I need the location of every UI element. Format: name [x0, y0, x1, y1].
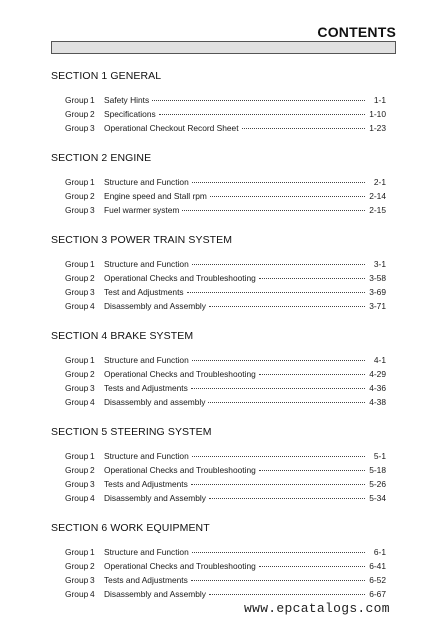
group-label: Group — [65, 383, 89, 393]
group-number: 2 — [90, 191, 95, 201]
group-number: 1 — [90, 547, 95, 557]
group-number: 3 — [90, 575, 95, 585]
group-number: 2 — [90, 369, 95, 379]
dot-leader — [192, 552, 365, 553]
group-label: Group — [65, 451, 89, 461]
toc-section — [51, 233, 386, 313]
toc-entry[interactable] — [65, 189, 386, 203]
group-label: Group — [65, 123, 89, 133]
group-number: 2 — [90, 465, 95, 475]
page-number: 3-69 — [369, 287, 386, 297]
toc-entry[interactable] — [65, 107, 386, 121]
group-number: 3 — [90, 205, 95, 215]
toc-section — [51, 69, 386, 135]
entry-title: Operational Checks and Troubleshooting — [104, 369, 256, 379]
dot-leader — [191, 484, 365, 485]
group-number: 4 — [90, 589, 95, 599]
group-label: Group — [65, 575, 89, 585]
group-number: 3 — [90, 287, 95, 297]
dot-leader — [259, 470, 365, 471]
page-number: 5-34 — [369, 493, 386, 503]
group-label: Group — [65, 191, 89, 201]
dot-leader — [182, 210, 365, 211]
page-number: 6-67 — [369, 589, 386, 599]
page-number: 1-1 — [373, 95, 386, 105]
toc-section — [51, 329, 386, 409]
toc-entry[interactable] — [65, 203, 386, 217]
dot-leader — [159, 114, 365, 115]
group-number: 2 — [90, 273, 95, 283]
group-label: Group — [65, 355, 89, 365]
group-number: 3 — [90, 479, 95, 489]
entry-title: Structure and Function — [104, 177, 189, 187]
group-label: Group — [65, 561, 89, 571]
page-number: 3-58 — [369, 273, 386, 283]
toc-entry[interactable] — [65, 353, 386, 367]
group-number: 4 — [90, 493, 95, 503]
entry-title: Disassembly and Assembly — [104, 589, 206, 599]
page-number: 1-23 — [369, 123, 386, 133]
group-label: Group — [65, 95, 89, 105]
page-number: 2-14 — [369, 191, 386, 201]
toc-entry[interactable] — [65, 175, 386, 189]
entry-title: Operational Checks and Troubleshooting — [104, 561, 256, 571]
dot-leader — [187, 292, 365, 293]
dot-leader — [192, 456, 365, 457]
dot-leader — [210, 196, 365, 197]
toc-entry[interactable] — [65, 559, 386, 573]
dot-leader — [209, 306, 365, 307]
dot-leader — [259, 566, 365, 567]
entry-title: Structure and Function — [104, 547, 189, 557]
group-number: 1 — [90, 259, 95, 269]
entry-title: Tests and Adjustments — [104, 575, 188, 585]
page-number: 4-38 — [369, 397, 386, 407]
toc-section — [51, 521, 386, 601]
group-number: 1 — [90, 177, 95, 187]
entry-title: Fuel warmer system — [104, 205, 180, 215]
page-number: 1-10 — [369, 109, 386, 119]
group-number: 2 — [90, 109, 95, 119]
section-title: SECTION 5 STEERING SYSTEM — [51, 426, 212, 438]
group-label: Group — [65, 493, 89, 503]
entry-title: Disassembly and assembly — [104, 397, 206, 407]
page-number: 6-41 — [369, 561, 386, 571]
toc-entry[interactable] — [65, 257, 386, 271]
group-number: 2 — [90, 561, 95, 571]
page-number: 5-26 — [369, 479, 386, 489]
dot-leader — [191, 388, 365, 389]
section-title: SECTION 1 GENERAL — [51, 70, 162, 82]
toc-entry[interactable] — [65, 121, 386, 135]
toc-section — [51, 425, 386, 505]
group-label: Group — [65, 287, 89, 297]
group-number: 3 — [90, 123, 95, 133]
group-label: Group — [65, 301, 89, 311]
dot-leader — [192, 182, 365, 183]
group-label: Group — [65, 273, 89, 283]
page-number: 5-18 — [369, 465, 386, 475]
section-title: SECTION 6 WORK EQUIPMENT — [51, 522, 210, 534]
entry-title: Structure and Function — [104, 451, 189, 461]
page-number: 4-29 — [369, 369, 386, 379]
section-title: SECTION 4 BRAKE SYSTEM — [51, 330, 194, 342]
group-label: Group — [65, 397, 89, 407]
page-number: 4-36 — [369, 383, 386, 393]
entry-title: Operational Checks and Troubleshooting — [104, 273, 256, 283]
toc-entry[interactable] — [65, 477, 386, 491]
group-label: Group — [65, 465, 89, 475]
page-title: CONTENTS — [317, 24, 396, 40]
dot-leader — [209, 498, 365, 499]
page-number: 2-15 — [369, 205, 386, 215]
toc-entry[interactable] — [65, 367, 386, 381]
entry-title: Test and Adjustments — [104, 287, 184, 297]
section-title: SECTION 3 POWER TRAIN SYSTEM — [51, 234, 233, 246]
dot-leader — [192, 264, 365, 265]
entry-title: Disassembly and Assembly — [104, 493, 206, 503]
dot-leader — [208, 402, 365, 403]
group-label: Group — [65, 369, 89, 379]
group-number: 4 — [90, 301, 95, 311]
dot-leader — [192, 360, 365, 361]
group-number: 1 — [90, 95, 95, 105]
contents-list — [51, 69, 386, 601]
section-title: SECTION 2 ENGINE — [51, 152, 152, 164]
toc-entry[interactable] — [65, 545, 386, 559]
entry-title: Structure and Function — [104, 355, 189, 365]
dot-leader — [191, 580, 365, 581]
toc-entry[interactable] — [65, 573, 386, 587]
entry-title: Safety Hints — [104, 95, 150, 105]
entry-title: Engine speed and Stall rpm — [104, 191, 207, 201]
page-number: 5-1 — [373, 451, 386, 461]
entry-title: Disassembly and Assembly — [104, 301, 206, 311]
page-number: 2-1 — [373, 177, 386, 187]
toc-entry[interactable] — [65, 271, 386, 285]
page-number: 4-1 — [373, 355, 386, 365]
group-label: Group — [65, 177, 89, 187]
group-number: 3 — [90, 383, 95, 393]
toc-entry[interactable] — [65, 395, 386, 409]
toc-entry[interactable] — [65, 299, 386, 313]
toc-entry[interactable] — [65, 93, 386, 107]
entry-title: Operational Checks and Troubleshooting — [104, 465, 256, 475]
group-number: 4 — [90, 397, 95, 407]
entry-title: Specifications — [104, 109, 156, 119]
group-label: Group — [65, 109, 89, 119]
toc-section — [51, 151, 386, 217]
dot-leader — [259, 374, 365, 375]
entry-title: Structure and Function — [104, 259, 189, 269]
toc-entry[interactable] — [65, 587, 386, 601]
page-number: 6-52 — [369, 575, 386, 585]
entry-title: Tests and Adjustments — [104, 383, 188, 393]
toc-entry[interactable] — [65, 381, 386, 395]
header-bar — [51, 41, 396, 54]
group-label: Group — [65, 547, 89, 557]
group-label: Group — [65, 479, 89, 489]
group-number: 1 — [90, 355, 95, 365]
page-number: 3-1 — [373, 259, 386, 269]
group-label: Group — [65, 205, 89, 215]
toc-entry[interactable] — [65, 463, 386, 477]
toc-entry[interactable] — [65, 491, 386, 505]
dot-leader — [152, 100, 365, 101]
dot-leader — [259, 278, 365, 279]
dot-leader — [209, 594, 365, 595]
group-label: Group — [65, 589, 89, 599]
entry-title: Operational Checkout Record Sheet — [104, 123, 239, 133]
group-number: 1 — [90, 451, 95, 461]
page-number: 3-71 — [369, 301, 386, 311]
page-number: 6-1 — [373, 547, 386, 557]
toc-entry[interactable] — [65, 285, 386, 299]
group-label: Group — [65, 259, 89, 269]
website-watermark[interactable]: www.epcatalogs.com — [244, 601, 390, 616]
dot-leader — [242, 128, 365, 129]
toc-entry[interactable] — [65, 449, 386, 463]
entry-title: Tests and Adjustments — [104, 479, 188, 489]
